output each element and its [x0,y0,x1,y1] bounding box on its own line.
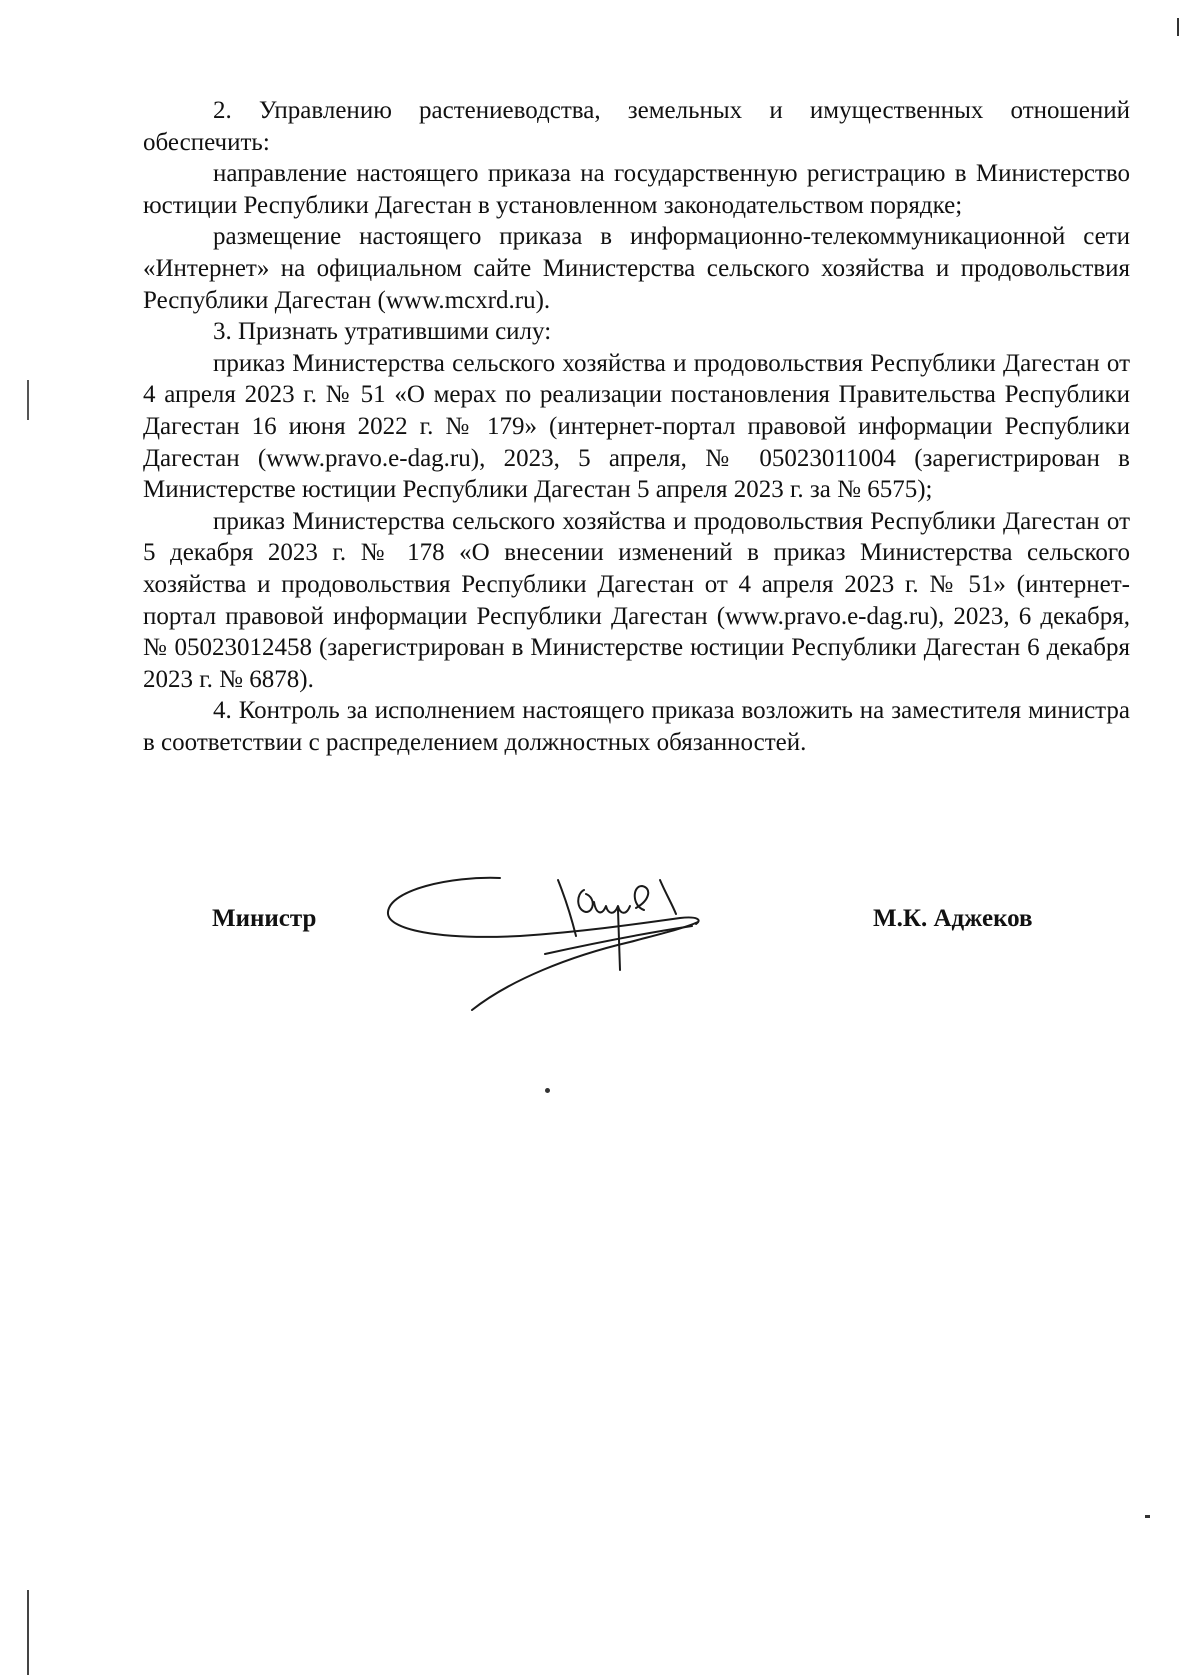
scan-artifact [27,380,29,420]
scan-artifact [27,1590,29,1675]
handwritten-signature [380,870,740,1030]
paragraph-item-3: 3. Признать утратившими силу: [213,318,552,346]
signatory-title: Министр [212,905,317,932]
scan-artifact [545,1088,550,1093]
paragraph-item-2: 2. Управлению растениеводства, земельных и имущественных отношений обеспечить: [143,97,1130,156]
paragraph-repealed-order-51: приказ Министерства сельского хозяйства и продовольствия Республики Дагестан от 4 апреля 2023 г. № 51 «О мерах по реализации постановления Правительства Республики Дагестан 16 июня 2022 г. № 179» (интернет-портал правовой информации Республики Дагестан (www.pravo.e-dag.ru), 2023, 5 апреля, № 05023011004 (зарегистрирован в Министерстве юстиции Республики Дагестан 5 апреля 2023 г. за № 6575); [143,349,1130,504]
paragraph-publication: размещение настоящего приказа в информационно-телекоммуникационной сети «Интернет» на официальном сайте Министерства сельского хозяйства и продовольствия Республики Дагестан (www.mcxrd.ru). [143,223,1130,314]
paragraph-item-4: 4. Контроль за исполнением настоящего приказа возложить на заместителя министра в соответствии с распределением должностных обязанностей. [143,697,1130,756]
signatory-name: М.К. Аджеков [873,905,1033,932]
paragraph-registration: направление настоящего приказа на государственную регистрацию в Министерство юстиции Республики Дагестан в установленном законодательством порядке; [143,160,1130,219]
signature-block [0,870,1200,1040]
scan-artifact [1145,1515,1150,1518]
document-body [143,95,1130,758]
paragraph-repealed-order-178: приказ Министерства сельского хозяйства и продовольствия Республики Дагестан от 5 декабря 2023 г. № 178 «О внесении изменений в приказ Министерства сельского хозяйства и продовольствия Республики Дагестан от 4 апреля 2023 г. № 51» (интернет-портал правовой информации Республики Дагестан (www.pravo.e-dag.ru), 2023, 6 декабря, № 05023012458 (зарегистрирован в Министерстве юстиции Республики Дагестан 6 декабря 2023 г. № 6878). [143,507,1130,693]
scan-artifact [1177,18,1179,36]
